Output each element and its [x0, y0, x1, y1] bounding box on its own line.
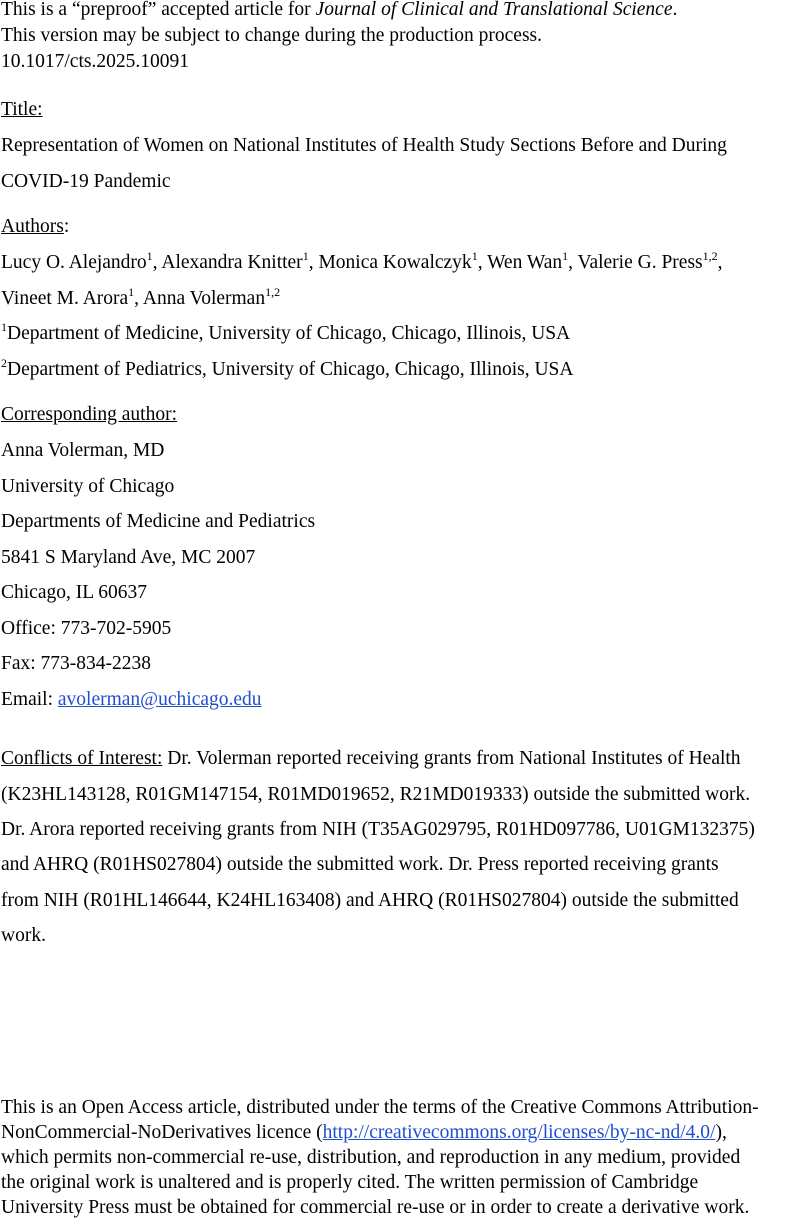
authors-label: Authors — [1, 216, 64, 237]
author-separator: , — [152, 252, 162, 273]
affiliation-sup: 2 — [1, 355, 7, 370]
journal-name: Journal of Clinical and Translational Science — [315, 0, 673, 20]
author-separator: , — [308, 252, 319, 273]
article-title-line-2: COVID-19 Pandemic — [1, 171, 171, 192]
conflicts-line-3: Dr. Arora reported receiving grants from NIH (T35AG029795, R01HD097786, U01GM132375) — [1, 819, 755, 840]
email-label: Email: — [1, 689, 58, 710]
corresponding-fax: Fax: 773-834-2238 — [1, 653, 152, 674]
authors-label-row — [1, 214, 69, 239]
license-text: ), — [715, 1122, 727, 1143]
author-list-line-1 — [1, 250, 723, 275]
affiliation-2 — [1, 357, 573, 382]
corresponding-email-row — [1, 687, 262, 712]
author-list-line-2 — [1, 286, 280, 311]
author-affiliation-sup: 1,2 — [702, 248, 718, 263]
author-separator: , — [477, 252, 488, 273]
license-line-5: University Press must be obtained for commercial re-use or in order to create a derivative work. — [1, 1197, 750, 1218]
license-url-link[interactable]: http://creativecommons.org/licenses/by-nc-nd/4.0/ — [322, 1122, 716, 1143]
author-affiliation-sup: 1 — [471, 248, 478, 263]
corresponding-department: Departments of Medicine and Pediatrics — [1, 511, 316, 532]
author-separator: , — [568, 252, 578, 273]
license-line-1: This is an Open Access article, distributed under the terms of the Creative Commons Attribution- — [1, 1097, 759, 1118]
article-title-line-1: Representation of Women on National Institutes of Health Study Sections Before and During — [1, 135, 727, 156]
author-separator: , — [134, 288, 143, 309]
author-name: Valerie G. Press — [577, 252, 703, 273]
corresponding-institution: University of Chicago — [1, 476, 175, 497]
open-access-license — [1, 1095, 800, 1220]
authors-label-colon: : — [63, 216, 70, 237]
corresponding-office-phone: Office: 773-702-5905 — [1, 618, 172, 639]
author-name: Lucy O. Alejandro — [1, 252, 147, 273]
production-notice: This version may be subject to change during the production process. — [1, 25, 542, 46]
conflicts-line-2: (K23HL143128, R01GM147154, R01MD019652, R21MD019333) outside the submitted work. — [1, 784, 751, 805]
conflicts-line-4: and AHRQ (R01HS027804) outside the submitted work. Dr. Press reported receiving grants — [1, 854, 719, 875]
conflicts-line-6: work. — [1, 925, 46, 946]
author-name: Wen Wan — [487, 252, 563, 273]
author-affiliation-sup: 1 — [302, 248, 309, 263]
preproof-notice — [1, 0, 677, 22]
license-line-4: the original work is unaltered and is properly cited. The written permission of Cambridge — [1, 1172, 699, 1193]
affiliation-text: Department of Medicine, University of Chicago, Chicago, Illinois, USA — [7, 323, 571, 344]
author-name: Anna Volerman — [142, 288, 266, 309]
author-name: Monica Kowalczyk — [318, 252, 472, 273]
corresponding-author-label: Corresponding author: — [1, 404, 178, 425]
corresponding-address: 5841 S Maryland Ave, MC 2007 — [1, 547, 256, 568]
author-name: Alexandra Knitter — [161, 252, 303, 273]
license-line-3: which permits non-commercial re-use, distribution, and reproduction in any medium, provided — [1, 1147, 741, 1168]
author-separator: , — [717, 252, 723, 273]
affiliation-sup: 1 — [1, 319, 7, 334]
author-affiliation-sup: 1,2 — [265, 284, 281, 299]
author-affiliation-sup: 1 — [128, 284, 135, 299]
conflicts-text: Dr. Volerman reported receiving grants from National Institutes of Health — [162, 748, 741, 769]
preproof-notice-text: This is a “preproof” accepted article for — [1, 0, 316, 20]
author-affiliation-sup: 1 — [562, 248, 569, 263]
email-link[interactable]: avolerman@uchicago.edu — [57, 689, 262, 710]
conflicts-line-1 — [1, 746, 741, 771]
conflicts-label: Conflicts of Interest: — [1, 748, 163, 769]
affiliation-1 — [1, 321, 570, 346]
preproof-notice-period: . — [672, 0, 678, 20]
doi: 10.1017/cts.2025.10091 — [1, 51, 189, 72]
license-text: NonCommercial-NoDerivatives licence ( — [1, 1122, 323, 1143]
author-affiliation-sup: 1 — [146, 248, 153, 263]
author-name: Vineet M. Arora — [1, 288, 129, 309]
affiliation-text: Department of Pediatrics, University of Chicago, Chicago, Illinois, USA — [7, 359, 574, 380]
corresponding-city: Chicago, IL 60637 — [1, 582, 148, 603]
license-line-2 — [1, 1120, 800, 1145]
title-label: Title: — [1, 99, 43, 120]
corresponding-author-name: Anna Volerman, MD — [1, 440, 165, 461]
conflicts-line-5: from NIH (R01HL146644, K24HL163408) and AHRQ (R01HS027804) outside the submitted — [1, 890, 739, 911]
